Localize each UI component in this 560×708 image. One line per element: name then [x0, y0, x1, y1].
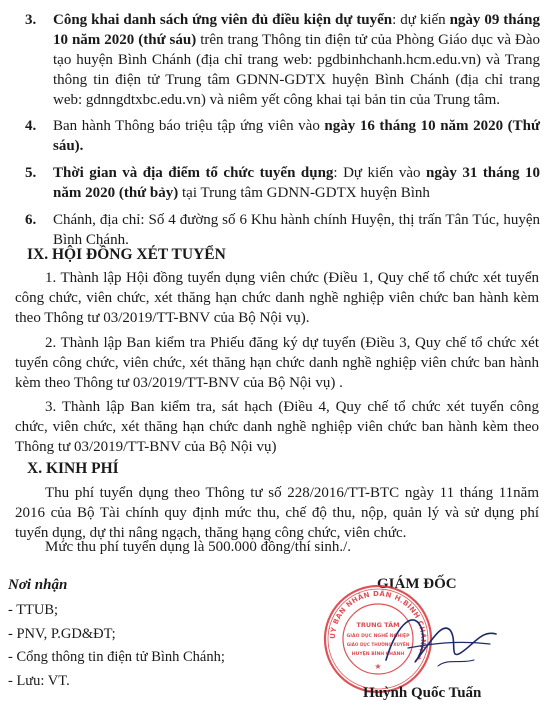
section-ix-heading: IX. HỘI ĐỒNG XÉT TUYỂN — [27, 246, 226, 263]
svg-text:★: ★ — [374, 662, 382, 671]
recipient-item: - Lưu: VT. — [8, 672, 70, 689]
recipients-title: Nơi nhận — [8, 577, 68, 593]
director-title: GIÁM ĐỐC — [377, 576, 457, 592]
item-3 — [25, 10, 540, 110]
svg-text:TRUNG TÂM: TRUNG TÂM — [356, 621, 400, 629]
section-ix-paragraph-3: 3. Thành lập Ban kiểm tra, sát hạch (Điều 4, Quy chế tổ chức xét tuyển công chức, viên chức, xét thăng hạn chức danh nghề nghiệp viên chức ban hành kèm theo Thông tư 03/2019/TT-BNV của Bộ Nội vụ) — [15, 399, 539, 455]
svg-text:UỶ BAN NHÂN DÂN H.BÌNH CHÁNH ★: UỶ BAN NHÂN DÂN H.BÌNH CHÁNH ★ — [328, 589, 428, 663]
recipients-list — [8, 599, 225, 693]
item-text: Thời gian và địa điểm tổ chức tuyển dụng: Dự kiến vào ngày 31 tháng 10 năm 2020 (thứ bảy) tại Trung tâm GDNN-GDTX huyện Bình — [53, 165, 540, 201]
section-x-paragraph-2: Mức thu phí tuyển dụng là 500.000 đồng/thí sinh./. — [45, 539, 352, 555]
item-text: Công khai danh sách ứng viên đủ điều kiện dự tuyển: dự kiến ngày 09 tháng 10 năm 2020 (thứ sáu) trên trang Thông tin điện tử của Phòng Giáo dục và Đào tạo huyện Bình Chánh (địa chỉ trang web: pgdbinhchanh.hcm.edu.vn) và Trang thông tin điện tử Trung tâm GDNN-GDTX huyện Bình Chánh (địa chỉ trang web: gdnngdtxbc.edu.vn) và niêm yết công khai tại bản tin của Trung tâm. — [53, 12, 540, 108]
item-6 — [25, 210, 540, 250]
signer-name: Huỳnh Quốc Tuấn — [363, 685, 482, 701]
svg-text:GIÁO DỤC NGHỀ NGHIỆP: GIÁO DỤC NGHỀ NGHIỆP — [346, 634, 410, 639]
section-ix-paragraph-1: 1. Thành lập Hội đồng tuyển dụng viên chức (Điều 1, Quy chế tổ chức xét tuyển công chức, viên chức, xét thăng hạn chức danh nghề nghiệp viên chức ban hành kèm theo Thông tư 03/2019/TT-BNV của Bộ Nội vụ). — [15, 270, 539, 326]
item-number: 3. — [25, 12, 37, 28]
section-x-heading: X. KINH PHÍ — [27, 460, 119, 477]
recipient-item: - TTUB; — [8, 602, 59, 618]
item-number: 6. — [25, 212, 37, 228]
svg-text:GIÁO DỤC THƯỜNG XUYÊN: GIÁO DỤC THƯỜNG XUYÊN — [346, 642, 410, 647]
item-text: Chánh, địa chỉ: Số 4 đường số 6 Khu hành chính Huyện, thị trấn Tân Túc, huyện Bình Chánh. — [53, 212, 540, 248]
recipient-item: - PNV, P.GD&ĐT; — [8, 625, 116, 642]
handwritten-signature-icon — [378, 600, 508, 685]
item-text: Ban hành Thông báo triệu tập ứng viên vào ngày 16 tháng 10 năm 2020 (Thứ sáu). — [53, 118, 541, 154]
item-5 — [25, 163, 540, 203]
recipient-item: - Cổng thông tin điện tử Bình Chánh; — [8, 649, 225, 665]
item-number: 4. — [25, 118, 37, 134]
svg-text:HUYỆN BÌNH CHÁNH: HUYỆN BÌNH CHÁNH — [351, 652, 405, 657]
section-ix-paragraph-2: 2. Thành lập Ban kiểm tra Phiếu đăng ký dự tuyển (Điều 3, Quy chế tổ chức xét tuyển công chức, viên chức, xét thăng hạn chức danh nghề nghiệp viên chức ban hành kèm theo Thông tư 03/2019/TT-BNV của Bộ Nội vụ) . — [15, 335, 539, 391]
item-4 — [25, 116, 540, 156]
section-x-paragraph-1: Thu phí tuyển dụng theo Thông tư số 228/2016/TT-BTC ngày 11 tháng 11năm 2016 của Bộ Tài chính quy định mức thu, chế độ thu, nộp, quản lý và sử dụng phí tuyển dụng, dự thi nâng ngạch, thăng hạng công chức, viên chức. — [15, 485, 539, 541]
item-number: 5. — [25, 165, 37, 181]
